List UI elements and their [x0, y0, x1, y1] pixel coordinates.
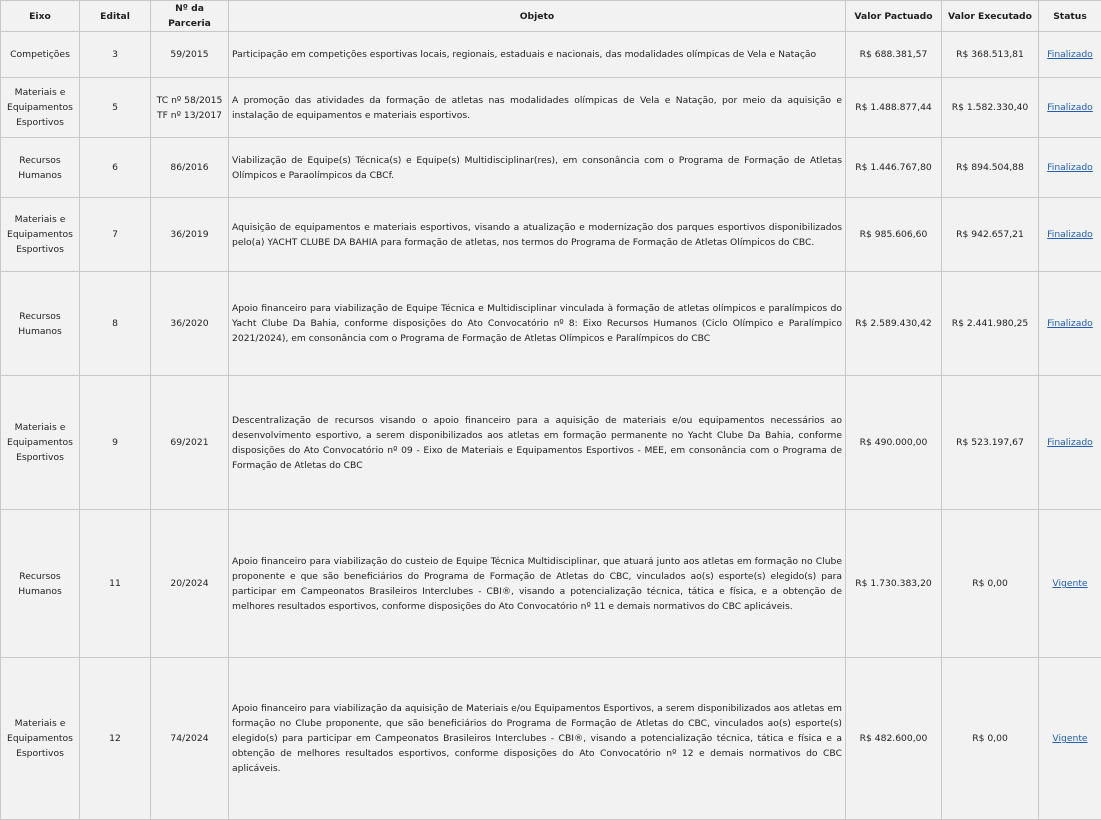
parceria-line: 69/2021 [154, 435, 225, 450]
table-row [1, 32, 1101, 78]
edital-cell: 3 [80, 32, 151, 78]
eixo-line: Humanos [4, 324, 76, 339]
status-cell [1039, 78, 1101, 138]
parceria-cell [151, 138, 229, 198]
header-edital: Edital [80, 1, 151, 32]
valor-executado-cell: R$ 523.197,67 [942, 376, 1039, 510]
valor-pactuado-cell: R$ 482.600,00 [846, 658, 942, 820]
eixo-line: Humanos [4, 168, 76, 183]
valor-pactuado-cell: R$ 490.000,00 [846, 376, 942, 510]
status-cell [1039, 272, 1101, 376]
objeto-cell: Apoio financeiro para viabilização de Equipe Técnica e Multidisciplinar vinculada à formação de atletas olímpicos e paralímpicos do Yacht Clube Da Bahia, conforme disposições do Ato Convocatório nº 8: Eixo Recursos Humanos (Ciclo Olímpico e Paralímpico 2021/2024), em consonância com o Programa de Formação de Atletas Olímpicos e Paralímpicos do CBC [229, 272, 846, 376]
table-row [1, 138, 1101, 198]
table-row [1, 198, 1101, 272]
parceria-cell [151, 376, 229, 510]
valor-pactuado-cell: R$ 2.589.430,42 [846, 272, 942, 376]
eixo-cell [1, 78, 80, 138]
table-row [1, 376, 1101, 510]
parceria-cell [151, 198, 229, 272]
eixo-line: Esportivos [4, 450, 76, 465]
parceria-cell [151, 272, 229, 376]
header-parceria: Nº da Parceria [151, 1, 229, 32]
eixo-cell [1, 658, 80, 820]
parceria-line: TF nº 13/2017 [154, 108, 225, 123]
eixo-cell [1, 272, 80, 376]
header-valor-executado: Valor Executado [942, 1, 1039, 32]
objeto-cell: Aquisição de equipamentos e materiais esportivos, visando a atualização e modernização dos parques esportivos disponibilizados pelo(a) YACHT CLUBE DA BAHIA para formação de atletas, nos termos do Programa de Formação de Atletas Olímpicos do CBC. [229, 198, 846, 272]
eixo-cell [1, 376, 80, 510]
status-link[interactable]: Finalizado [1047, 49, 1093, 60]
eixo-line: Materiais e [4, 212, 76, 227]
status-cell [1039, 510, 1101, 658]
valor-pactuado-cell: R$ 1.730.383,20 [846, 510, 942, 658]
eixo-cell [1, 510, 80, 658]
parceria-line: TC nº 58/2015 [154, 93, 225, 108]
parceria-line: 74/2024 [154, 731, 225, 746]
parceria-line: 59/2015 [154, 47, 225, 62]
header-eixo: Eixo [1, 1, 80, 32]
parceria-cell [151, 658, 229, 820]
parceria-line: 20/2024 [154, 576, 225, 591]
valor-executado-cell: R$ 942.657,21 [942, 198, 1039, 272]
objeto-cell: Apoio financeiro para viabilização da aquisição de Materiais e/ou Equipamentos Esportivos, a serem disponibilizados aos atletas em formação no Clube proponente, que são beneficiários do Programa de Formação de Atletas do CBC, vinculados ao(s) esporte(s) elegido(s) para participar em Campeonatos Brasileiros Interclubes - CBI®, visando a potencialização técnica, tática e física e a obtenção de melhores resultados esportivos, conforme disposições do Ato Convocatório nº 12 e demais normativos do CBC aplicáveis. [229, 658, 846, 820]
valor-executado-cell: R$ 894.504,88 [942, 138, 1039, 198]
table-row [1, 78, 1101, 138]
edital-cell: 9 [80, 376, 151, 510]
status-link[interactable]: Finalizado [1047, 229, 1093, 240]
eixo-line: Esportivos [4, 242, 76, 257]
valor-pactuado-cell: R$ 1.446.767,80 [846, 138, 942, 198]
status-cell [1039, 658, 1101, 820]
edital-cell: 8 [80, 272, 151, 376]
edital-cell: 12 [80, 658, 151, 820]
header-valor-pactuado: Valor Pactuado [846, 1, 942, 32]
status-cell [1039, 138, 1101, 198]
valor-executado-cell: R$ 368.513,81 [942, 32, 1039, 78]
parceria-cell [151, 32, 229, 78]
status-cell [1039, 32, 1101, 78]
eixo-line: Humanos [4, 584, 76, 599]
edital-cell: 7 [80, 198, 151, 272]
eixo-line: Recursos [4, 153, 76, 168]
edital-cell: 5 [80, 78, 151, 138]
parceria-cell [151, 78, 229, 138]
objeto-cell: Participação em competições esportivas locais, regionais, estaduais e nacionais, das modalidades olímpicas de Vela e Natação [229, 32, 846, 78]
header-objeto: Objeto [229, 1, 846, 32]
eixo-line: Equipamentos [4, 100, 76, 115]
eixo-line: Recursos [4, 569, 76, 584]
valor-pactuado-cell: R$ 985.606,60 [846, 198, 942, 272]
objeto-cell: Descentralização de recursos visando o apoio financeiro para a aquisição de materiais e/ou equipamentos necessários ao desenvolvimento esportivo, a serem disponibilizados aos atletas em formação permanente no Yacht Clube Da Bahia, conforme disposições do Ato Convocatório nº 09 - Eixo de Materiais e Equipamentos Esportivos - MEE, em consonância com o Programa de Formação de Atletas do CBC [229, 376, 846, 510]
status-cell [1039, 198, 1101, 272]
eixo-cell [1, 32, 80, 78]
valor-executado-cell: R$ 2.441.980,25 [942, 272, 1039, 376]
valor-pactuado-cell: R$ 688.381,57 [846, 32, 942, 78]
parceria-cell [151, 510, 229, 658]
parceria-line: 36/2019 [154, 227, 225, 242]
status-link[interactable]: Finalizado [1047, 437, 1093, 448]
table-header-row [1, 1, 1101, 32]
eixo-line: Equipamentos [4, 731, 76, 746]
objeto-cell: Apoio financeiro para viabilização do custeio de Equipe Técnica Multidisciplinar, que atuará junto aos atletas em formação no Clube proponente e que são beneficiários do Programa de Formação de Atletas do CBC, vinculados ao(s) esporte(s) elegido(s) para participar em Campeonatos Brasileiros Interclubes - CBI®, visando a potencialização técnica, tática e física, e a obtenção de melhores resultados esportivos, conforme disposições do Ato Convocatório nº 11 e demais normativos do CBC aplicáveis. [229, 510, 846, 658]
eixo-line: Esportivos [4, 115, 76, 130]
eixo-line: Competições [4, 47, 76, 62]
valor-executado-cell: R$ 0,00 [942, 510, 1039, 658]
edital-cell: 6 [80, 138, 151, 198]
status-link[interactable]: Vigente [1052, 733, 1087, 744]
status-link[interactable]: Vigente [1052, 578, 1087, 589]
valor-executado-cell: R$ 1.582.330,40 [942, 78, 1039, 138]
eixo-cell [1, 138, 80, 198]
edital-cell: 11 [80, 510, 151, 658]
eixo-line: Materiais e [4, 420, 76, 435]
parceria-line: 36/2020 [154, 316, 225, 331]
parceria-line: 86/2016 [154, 160, 225, 175]
eixo-line: Equipamentos [4, 435, 76, 450]
eixo-line: Materiais e [4, 85, 76, 100]
status-link[interactable]: Finalizado [1047, 318, 1093, 329]
header-status: Status [1039, 1, 1101, 32]
eixo-cell [1, 198, 80, 272]
valor-pactuado-cell: R$ 1.488.877,44 [846, 78, 942, 138]
table-row [1, 658, 1101, 820]
status-cell [1039, 376, 1101, 510]
eixo-line: Equipamentos [4, 227, 76, 242]
eixo-line: Recursos [4, 309, 76, 324]
eixo-line: Materiais e [4, 716, 76, 731]
eixo-line: Esportivos [4, 746, 76, 761]
status-link[interactable]: Finalizado [1047, 162, 1093, 173]
status-link[interactable]: Finalizado [1047, 102, 1093, 113]
table-row [1, 272, 1101, 376]
objeto-cell: Viabilização de Equipe(s) Técnica(s) e Equipe(s) Multidisciplinar(res), em consonância com o Programa de Formação de Atletas Olímpicos e Paraolímpicos da CBCf. [229, 138, 846, 198]
table-row [1, 510, 1101, 658]
valor-executado-cell: R$ 0,00 [942, 658, 1039, 820]
objeto-cell: A promoção das atividades da formação de atletas nas modalidades olímpicas de Vela e Natação, por meio da aquisição e instalação de equipamentos e materiais esportivos. [229, 78, 846, 138]
